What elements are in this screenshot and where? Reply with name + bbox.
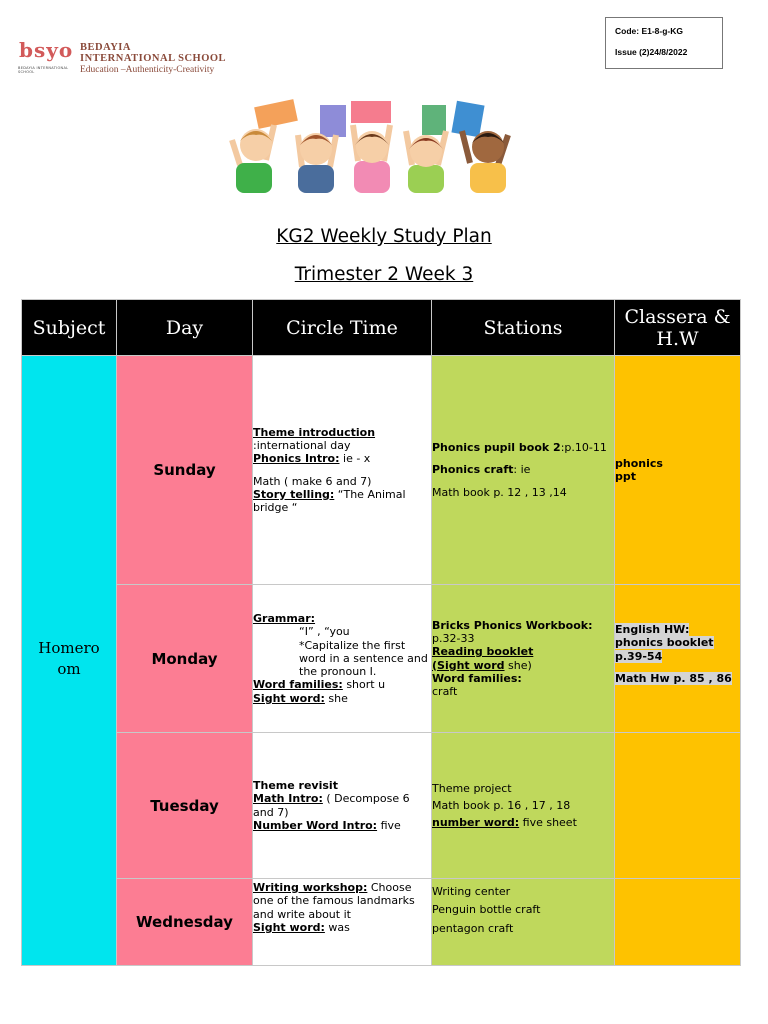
day-cell-wednesday: Wednesday [117,879,253,966]
list-item: • pentagon craft [432,922,614,935]
logo-mark [18,38,76,78]
stations-cell-wednesday [432,879,615,966]
list-item: • Sight word: was [253,921,431,934]
circle-cell-sunday [253,356,432,585]
hw-cell-tuesday [615,733,741,879]
list-item: • Math book p. 12 , 13 ,14 [432,486,614,499]
logo-text [80,42,226,76]
child-icon [232,125,274,193]
child-icon [353,125,390,193]
column-header-circle-time: Circle Time [253,300,432,356]
column-header-classera-hw: Classera & H.W [615,300,741,356]
hw-english: English HW: phonics booklet p.39-54 [615,622,714,663]
day-cell-tuesday: Tuesday [117,733,253,879]
subject-cell [22,356,117,966]
list-item: • Phonics craft: ie [432,463,614,476]
list-item: • number word: five sheet [432,816,614,829]
hw-text: phonics ppt [615,456,663,483]
list-item: • Reading booklet (Sight word she) [432,645,614,672]
table-row-monday [22,585,741,733]
circle-cell-wednesday [253,879,432,966]
school-name-line-2: INTERNATIONAL SCHOOL [80,53,227,64]
list-item: • Theme revisit [253,779,431,792]
list-item: • Sight word: she [253,692,431,705]
page-title: KG2 Weekly Study Plan [276,226,492,247]
study-plan-table [21,299,741,966]
stations-cell-sunday [432,356,615,585]
list-item: • Story telling: “The Animal bridge “ [253,488,431,515]
hw-math: Math Hw p. 85 , 86 [615,671,732,685]
circle-cell-monday [253,585,432,733]
day-cell-sunday: Sunday [117,356,253,585]
column-header-stations: Stations [432,300,615,356]
list-item: • Writing center [432,885,614,898]
circle-cell-tuesday [253,733,432,879]
document-code-box [605,17,723,69]
table-row-tuesday [22,733,741,879]
column-header-subject: Subject [22,300,117,356]
list-item: • Writing workshop: Choose one of the famous landmarks and write about it [253,881,431,921]
table-header-row [22,300,741,356]
subject-name: Homeroom [38,638,100,678]
child-icon [298,133,336,193]
table-row-sunday [22,356,741,585]
list-item: • Word families: craft [432,672,614,699]
list-item: • Math book p. 16 , 17 , 18 [432,799,614,812]
school-motto: Education –Authenticity-Creativity [80,65,215,75]
list-item: • Number Word Intro: five [253,819,431,832]
column-header-day: Day [117,300,253,356]
document-code: Code: E1-8-g-KG [615,26,683,36]
document-issue: Issue (2)24/8/2022 [615,47,688,57]
list-item: • Math ( make 6 and 7) [253,475,431,488]
logo-mark-text: bsyo [19,38,74,62]
page-subtitle: Trimester 2 Week 3 [294,264,474,285]
list-item: • Math Intro: ( Decompose 6 and 7) [253,792,431,819]
stations-cell-tuesday [432,733,615,879]
list-item: • Word families: short u [253,678,431,691]
list-item: • Bricks Phonics Workbook: p.32-33 [432,619,614,646]
list-item: • Penguin bottle craft [432,903,614,916]
kids-with-books-illustration [218,95,528,195]
list-item: • Phonics Intro: ie - x [253,452,431,465]
hw-cell-monday [615,585,741,733]
list-item: • Grammar: “I” , “you *Capitalize the first word in a sentence and the pronoun I. [253,612,431,678]
day-cell-monday: Monday [117,585,253,733]
logo-mark-subtext: BEDAYIA INTERNATIONAL SCHOOL [18,66,69,74]
school-name-line-1: BEDAYIA [80,42,131,53]
hw-cell-sunday [615,356,741,585]
stations-cell-monday [432,585,615,733]
table-row-wednesday [22,879,741,966]
list-item: • Phonics pupil book 2:p.10-11 [432,441,614,454]
child-icon [462,131,508,193]
school-logo [18,38,258,78]
list-item: • Theme introduction :international day [253,426,431,453]
hw-cell-wednesday [615,879,741,966]
list-item: • Theme project [432,782,614,795]
child-icon [406,131,446,193]
